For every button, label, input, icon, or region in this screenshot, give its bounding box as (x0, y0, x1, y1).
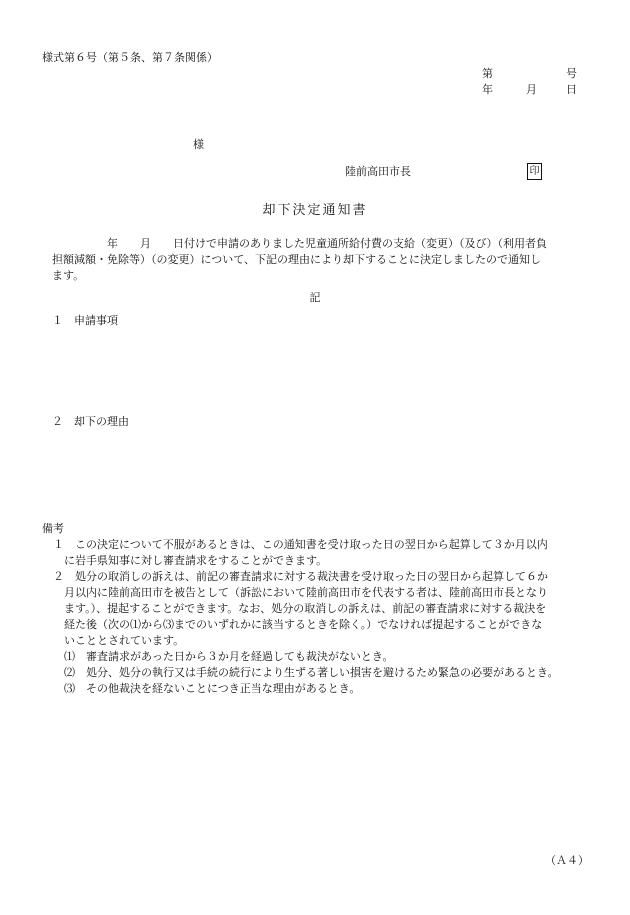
body-line: ます。 (52, 269, 85, 282)
sender-name: 陸前高田市長 (345, 165, 411, 178)
remarks-line: ⑵ 処分、処分の執行又は手続の続行により生ずる著しい損害を避けるため緊急の必要があるとき。 (42, 666, 559, 679)
remarks-line: ２ 処分の取消しの訴えは、前記の審査請求に対する裁決書を受け取った日の翌日から起算して６か (42, 570, 548, 583)
ki-heading: 記 (309, 291, 321, 304)
remarks-line: ⑴ 審査請求があった日から３か月を経過しても裁決がないとき。 (42, 650, 394, 663)
remarks-line: １ この決定について不服があるときは、この通知書を受け取った日の翌日から起算して３か月以内 (42, 538, 548, 551)
addressee-honorific: 様 (193, 138, 204, 151)
remarks-line: 月以内に陸前高田市を被告として（訴訟において陸前高田市を代表する者は、陸前高田市長となり (42, 586, 548, 599)
document-number-suffix: 号 (566, 67, 577, 80)
date-month-label: 月 (526, 83, 537, 96)
document-number-label: 第 (482, 67, 493, 80)
paper-size-label: （Ａ４） (545, 854, 589, 867)
remarks-list (42, 537, 602, 697)
form-number: 様式第６号（第５条、第７条関係） (42, 51, 218, 64)
remarks-line: ⑶ その他裁決を経ないことにつき正当な理由があるとき。 (42, 682, 361, 695)
remarks-line: いこととされています。 (42, 634, 185, 647)
body-paragraph (52, 236, 586, 284)
remarks-line: に岩手県知事に対し審査請求をすることができます。 (42, 554, 328, 567)
date-year-label: 年 (482, 83, 493, 96)
document-title: 却下決定通知書 (262, 203, 368, 218)
section-rejection-reason: ２ 却下の理由 (52, 415, 129, 428)
remarks-line: 経た後（次の⑴から⑶までのいずれかに該当するときを除く。）でなければ提起することができな (42, 618, 543, 631)
body-line: 担額減額・免除等）（の変更）について、下記の理由により却下することに決定しましたので通知し (52, 253, 542, 266)
seal-mark: 印 (527, 163, 542, 180)
section-application-items: １ 申請事項 (52, 314, 118, 327)
date-day-label: 日 (566, 83, 577, 96)
body-line: 年 月 日付けで申請のありました児童通所給付費の支給（変更）（及び）（利用者負 (52, 237, 547, 250)
remarks-line: ます。）、提起することができます。なお、処分の取消しの訴えは、前記の審査請求に対する裁決を (42, 602, 547, 615)
remarks-title: 備考 (42, 522, 64, 535)
